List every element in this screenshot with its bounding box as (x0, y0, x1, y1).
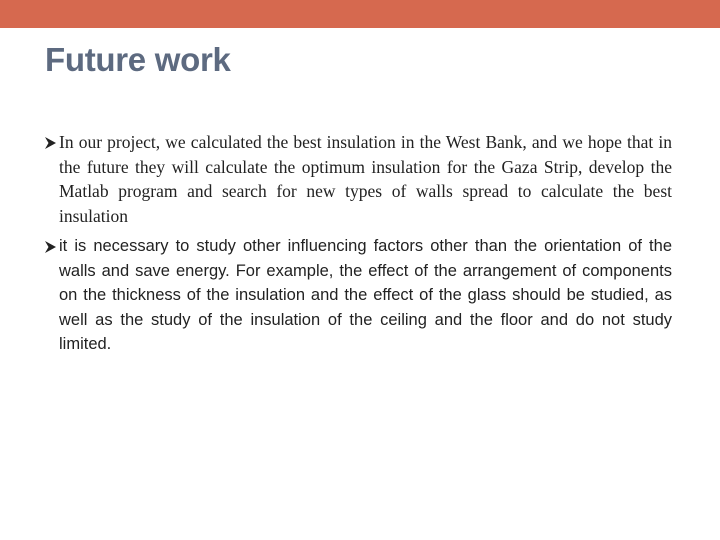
bullet-text: it is necessary to study other influencing factors other than the orientation of the walls and save energy. For example, the effect of the arrangement of components on the thickness of the insulation and the effect of the glass should be studied, as well as the study of the insulation of the ceiling and the floor and do not study limited. (59, 237, 672, 353)
arrow-right-bullet-icon (45, 234, 57, 258)
slide-title: Future work (45, 41, 231, 78)
top-accent-bar (0, 0, 720, 28)
bullet-item (45, 130, 672, 228)
bullet-list (45, 130, 672, 357)
bullet-item (45, 234, 672, 357)
arrow-right-bullet-icon (45, 130, 57, 154)
bullet-text: In our project, we calculated the best insulation in the West Bank, and we hope that in the future they will calculate the optimum insulation for the Gaza Strip, develop the Matlab program and search for new types of walls spread to calculate the best insulation (59, 132, 672, 226)
